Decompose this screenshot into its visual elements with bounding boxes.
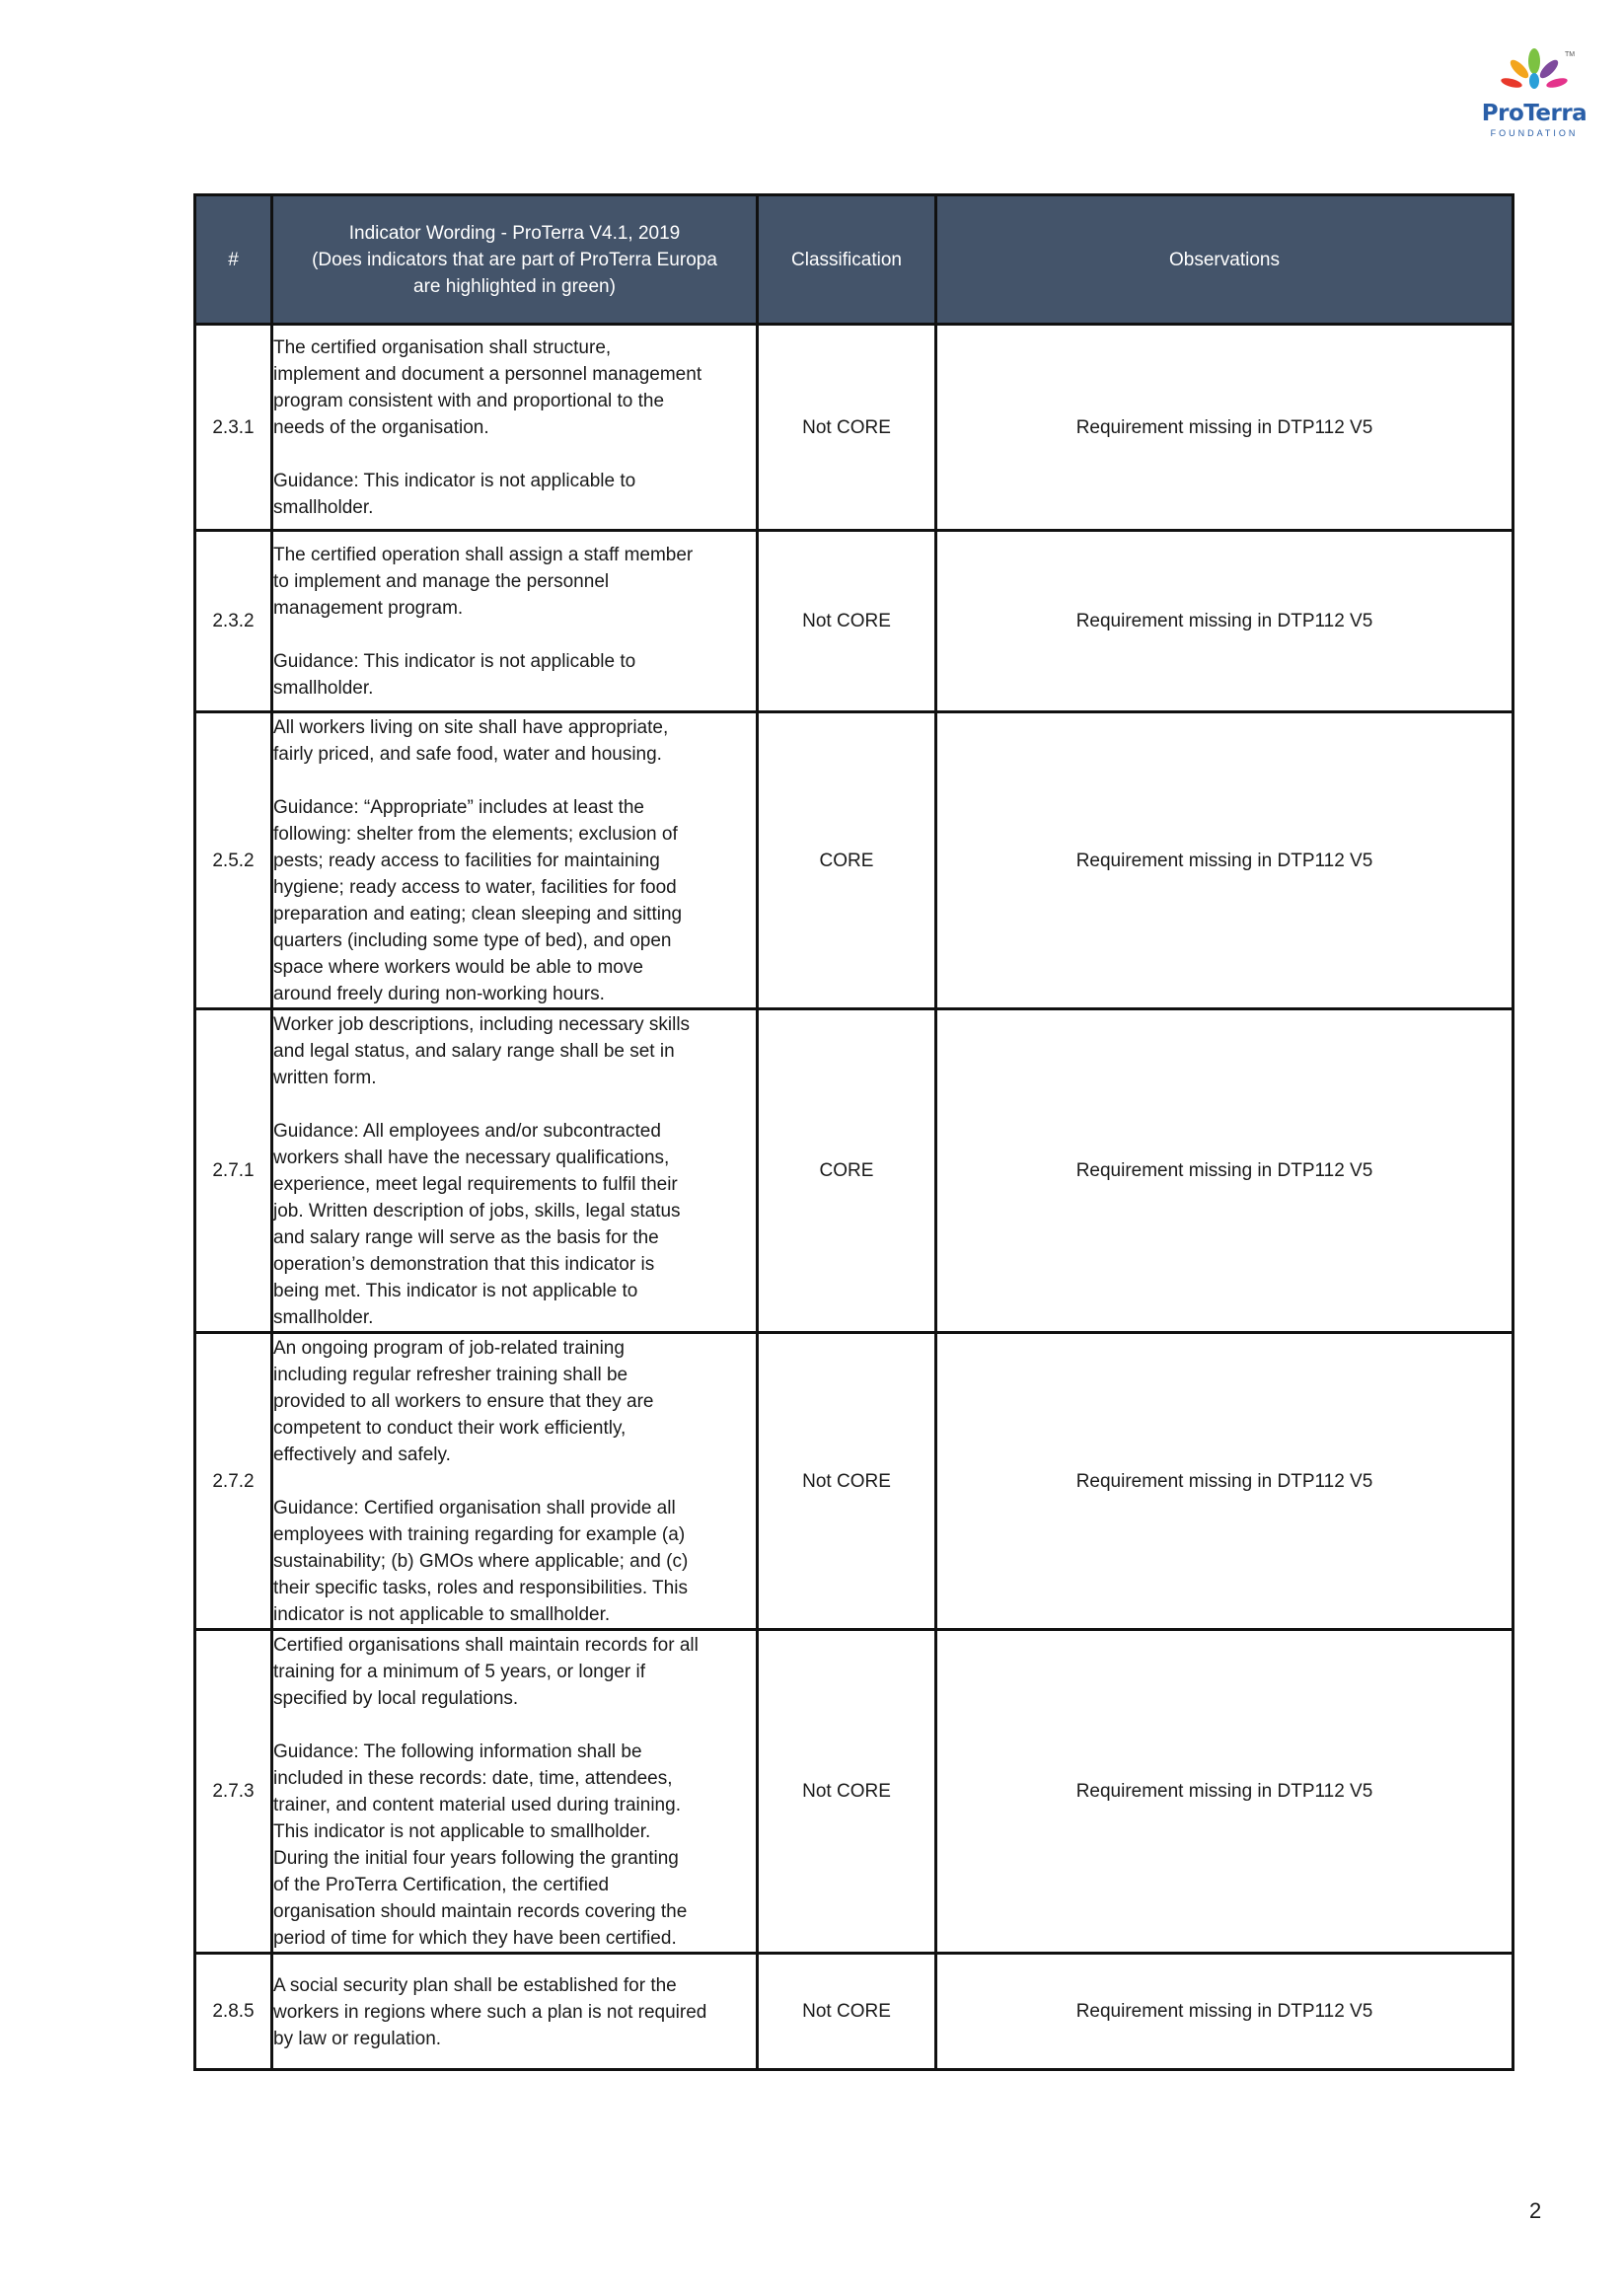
classification: CORE bbox=[758, 1009, 936, 1333]
observation: Requirement missing in DTP112 V5 bbox=[936, 712, 1513, 1009]
indicator-number: 2.3.2 bbox=[195, 531, 272, 712]
indicator-wording bbox=[272, 325, 758, 531]
classification: Not CORE bbox=[758, 1630, 936, 1954]
logo-subtitle: FOUNDATION bbox=[1490, 128, 1579, 138]
classification: Not CORE bbox=[758, 1954, 936, 2070]
indicator-guidance: Guidance: The following information shall be included in these records: date, time, attendees, trainer, and content material used during training. This indicator is not applicable to smallholder. During the initial four years following the granting of the ProTerra Certification, the certified organisation should maintain records covering the period of time for which they have been certified. bbox=[273, 1741, 688, 1949]
indicator-number: 2.7.1 bbox=[195, 1009, 272, 1333]
proterra-logo bbox=[1480, 47, 1588, 146]
indicator-wording bbox=[272, 1954, 758, 2070]
classification: Not CORE bbox=[758, 325, 936, 531]
header-observations: Observations bbox=[936, 195, 1513, 325]
observation: Requirement missing in DTP112 V5 bbox=[936, 1630, 1513, 1954]
table-row bbox=[195, 1333, 1513, 1630]
indicator-wording bbox=[272, 1630, 758, 1954]
observation: Requirement missing in DTP112 V5 bbox=[936, 1333, 1513, 1630]
indicator-number: 2.7.2 bbox=[195, 1333, 272, 1630]
indicator-guidance: Guidance: This indicator is not applicable to smallholder. bbox=[273, 470, 636, 518]
indicator-text: Certified organisations shall maintain records for all training for a minimum of 5 years, or longer if specified by local regulations. bbox=[273, 1635, 699, 1709]
observation: Requirement missing in DTP112 V5 bbox=[936, 1954, 1513, 2070]
indicator-number: 2.8.5 bbox=[195, 1954, 272, 2070]
observation: Requirement missing in DTP112 V5 bbox=[936, 1009, 1513, 1333]
table-row bbox=[195, 1630, 1513, 1954]
indicator-text: An ongoing program of job-related training including regular refresher training shall be provided to all workers to ensure that they are competent to conduct their work efficiently, effectively and safely. bbox=[273, 1338, 654, 1465]
observation: Requirement missing in DTP112 V5 bbox=[936, 325, 1513, 531]
logo-name: ProTerra bbox=[1481, 101, 1587, 126]
table-row bbox=[195, 1009, 1513, 1333]
indicator-wording bbox=[272, 712, 758, 1009]
indicator-guidance: Guidance: All employees and/or subcontracted workers shall have the necessary qualifications, experience, meet legal requirements to fulfil their job. Written description of jobs, skills, legal status and salary range will serve as the basis for the operation’s demonstration that this indicator is being met. This indicator is not applicable to smallholder. bbox=[273, 1121, 681, 1328]
indicator-guidance: Guidance: This indicator is not applicable to smallholder. bbox=[273, 650, 636, 699]
table-row bbox=[195, 531, 1513, 712]
indicator-guidance: Guidance: “Appropriate” includes at least the following: shelter from the elements; exclusion of pests; ready access to facilities for maintaining hygiene; ready access to water, facilities for food preparation and eating; clean sleeping and sitting quarters (including some type of bed), and open space where workers would be able to move around freely during non-working hours. bbox=[273, 797, 683, 1004]
table-row bbox=[195, 712, 1513, 1009]
indicator-number: 2.7.3 bbox=[195, 1630, 272, 1954]
indicator-table bbox=[193, 193, 1514, 2071]
header-indicator-wording: Indicator Wording - ProTerra V4.1, 2019 (Does indicators that are part of ProTerra Europa are highlighted in green) bbox=[272, 195, 758, 325]
classification: Not CORE bbox=[758, 1333, 936, 1630]
indicator-text: The certified organisation shall structure, implement and document a personnel management program consistent with and proportional to the needs of the organisation. bbox=[273, 336, 702, 438]
table-row bbox=[195, 325, 1513, 531]
trademark-mark: TM bbox=[1565, 51, 1576, 58]
indicator-wording bbox=[272, 1009, 758, 1333]
classification: CORE bbox=[758, 712, 936, 1009]
observation: Requirement missing in DTP112 V5 bbox=[936, 531, 1513, 712]
header-classification: Classification bbox=[758, 195, 936, 325]
indicator-text: All workers living on site shall have appropriate, fairly priced, and safe food, water and housing. bbox=[273, 717, 669, 765]
indicator-text: The certified operation shall assign a staff member to implement and manage the personnel management program. bbox=[273, 544, 694, 619]
classification: Not CORE bbox=[758, 531, 936, 712]
indicator-text: A social security plan shall be established for the workers in regions where such a plan is not required by law or regulation. bbox=[273, 1974, 707, 2049]
table-row bbox=[195, 1954, 1513, 2070]
indicator-number: 2.5.2 bbox=[195, 712, 272, 1009]
header-number: # bbox=[195, 195, 272, 325]
indicator-number: 2.3.1 bbox=[195, 325, 272, 531]
table-header-row bbox=[195, 195, 1513, 325]
indicator-text: Worker job descriptions, including necessary skills and legal status, and salary range shall be set in written form. bbox=[273, 1014, 691, 1088]
flower-icon bbox=[1498, 47, 1571, 103]
page-number: 2 bbox=[1529, 2198, 1542, 2223]
indicator-wording bbox=[272, 531, 758, 712]
indicator-wording bbox=[272, 1333, 758, 1630]
indicator-guidance: Guidance: Certified organisation shall provide all employees with training regarding for example (a) sustainability; (b) GMOs where applicable; and (c) their specific tasks, roles and responsibilities. This indicator is not applicable to smallholder. bbox=[273, 1498, 689, 1625]
